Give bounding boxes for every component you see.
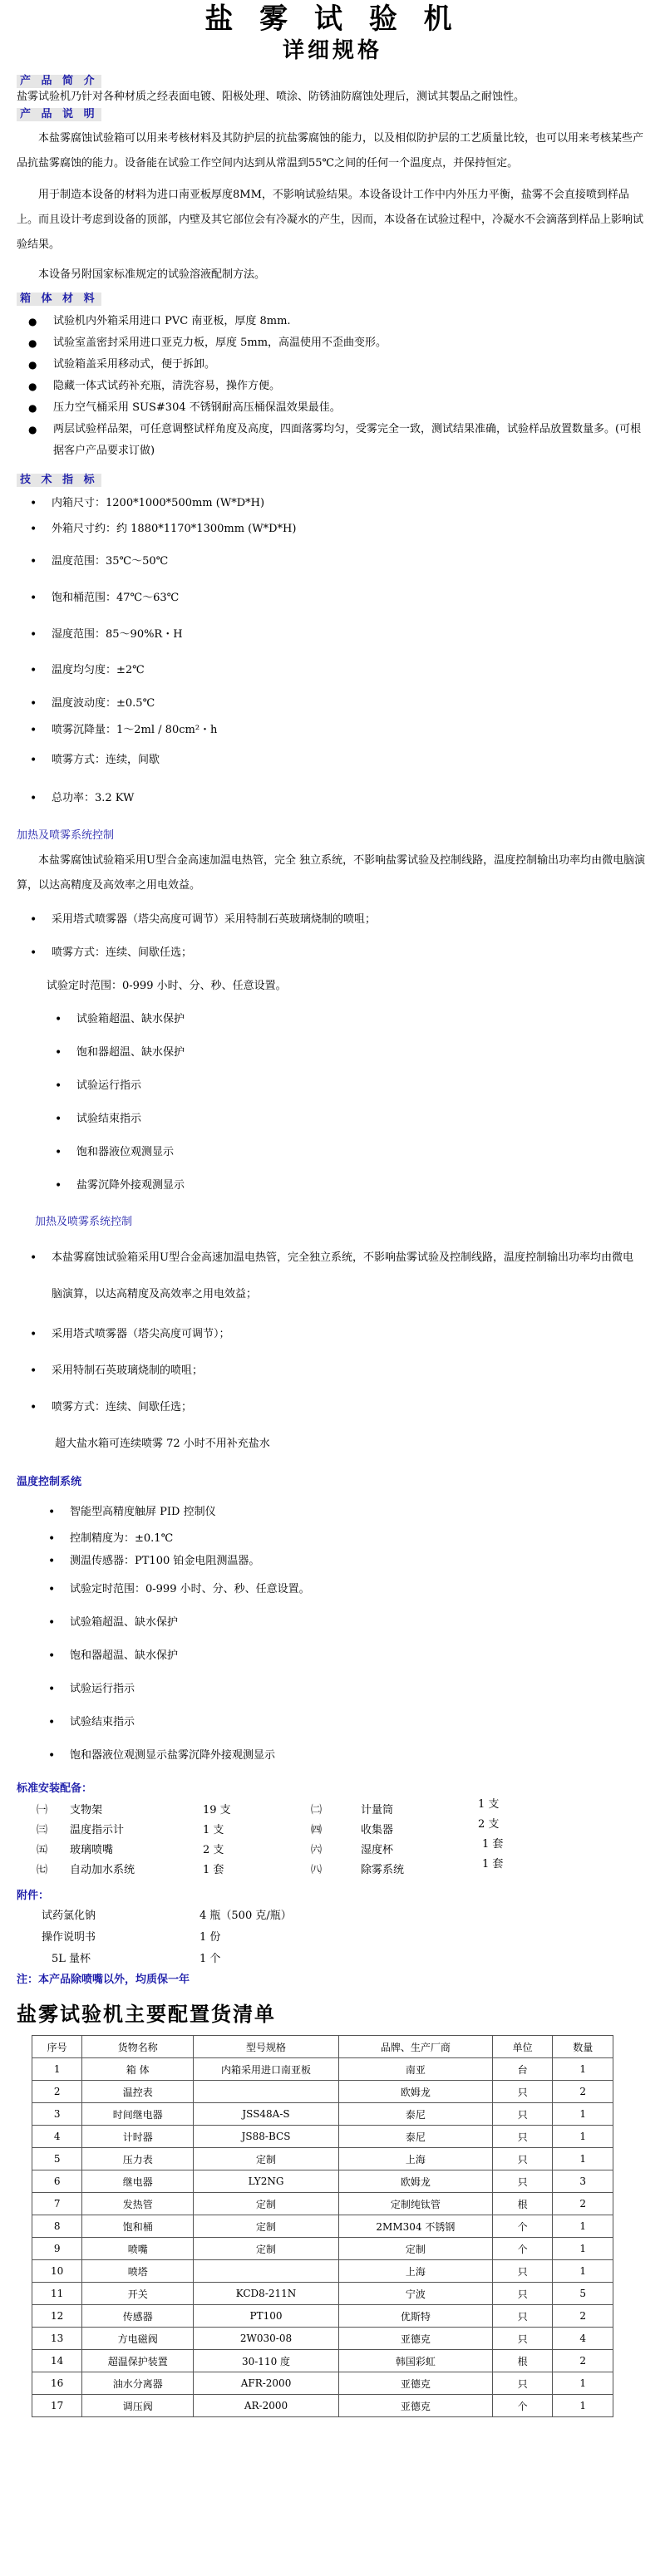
table-cell: 1 (553, 2260, 613, 2283)
table-cell: 只 (492, 2328, 553, 2350)
table-cell: 1 (553, 2058, 613, 2081)
table-cell: 只 (492, 2103, 553, 2126)
table-cell: 1 (553, 2372, 613, 2395)
table-row (32, 2305, 613, 2328)
standard-name: 除雾系统 (361, 1864, 405, 1876)
table-cell: 只 (492, 2148, 553, 2170)
document-subtitle: 详细规格 (282, 38, 382, 63)
table-cell: 超温保护装置 (82, 2350, 194, 2372)
accessory-qty: 1 个 (200, 1953, 221, 1965)
table-row (32, 2395, 613, 2417)
tech-list (17, 492, 648, 818)
table-row (32, 2193, 613, 2215)
heating-1-list-a (17, 903, 648, 970)
table-cell: 定制 (338, 2238, 492, 2260)
table-cell: 1 (553, 2238, 613, 2260)
table-cell: 5 (32, 2148, 82, 2170)
table-cell: 韩国彩虹 (338, 2350, 492, 2372)
list-item: • 试验结束指示 (17, 1706, 648, 1739)
table-cell: 定制 (194, 2193, 339, 2215)
description-label: 产 品 说 明 (17, 108, 101, 121)
heating-1-title: 加热及喷雾系统控制 (17, 829, 115, 842)
table-cell: 计时器 (82, 2126, 194, 2148)
table-cell: 欧姆龙 (338, 2170, 492, 2193)
standard-num: ㈧ (311, 1864, 323, 1876)
list-item: • 外箱尺寸约：约 1880*1170*1300mm (W*D*H) (17, 515, 648, 543)
table-cell: 亚德克 (338, 2372, 492, 2395)
column-header: 货物名称 (82, 2036, 194, 2058)
accessory-qty: 4 瓶（500 克/瓶） (200, 1910, 292, 1922)
accessory-qty: 1 份 (200, 1931, 221, 1944)
table-cell: 11 (32, 2283, 82, 2305)
config-table (32, 2035, 613, 2417)
column-header: 品牌、生产厂商 (338, 2036, 492, 2058)
table-cell: 亚德克 (338, 2328, 492, 2350)
table-cell: 9 (32, 2238, 82, 2260)
table-cell: 8 (32, 2215, 82, 2238)
list-item: • 测温传感器：PT100 铂金电阻测温器。 (17, 1550, 648, 1573)
accessory-name: 试药氯化钠 (42, 1910, 96, 1922)
heating-1-note: 试验定时范围：0-999 小时、分、秒、任意设置。 (47, 980, 287, 992)
table-row (32, 2148, 613, 2170)
list-item: ● 试验箱盖采用移动式，便于拆卸。 (17, 354, 648, 376)
table-cell: 10 (32, 2260, 82, 2283)
list-item: • 温度均匀度：±2℃ (17, 653, 648, 688)
intro-text: 盐雾试验机乃针对各种材质之经表面电镀、阳极处理、喷涂、防锈油防腐蚀处理后，测试其製品之耐蚀性。 (17, 91, 525, 103)
table-cell: JS88-BCS (194, 2126, 339, 2148)
temperature-list (17, 1497, 648, 1772)
table-cell: 南亚 (338, 2058, 492, 2081)
list-item: • 采用塔式喷雾器（塔尖高度可调节）采用特制石英玻璃烧制的喷咀； (17, 903, 648, 937)
table-cell: 1 (553, 2126, 613, 2148)
table-cell: 只 (492, 2170, 553, 2193)
table-cell: LY2NG (194, 2170, 339, 2193)
list-item: • 喷雾沉降量：1～2ml / 80cm²・h (17, 720, 648, 741)
table-row (32, 2215, 613, 2238)
spec-document (17, 0, 648, 2417)
table-cell: 定制 (194, 2148, 339, 2170)
standard-name: 支物架 (70, 1804, 103, 1816)
table-cell: 内箱采用进口南亚板 (194, 2058, 339, 2081)
list-item: • 试验运行指示 (17, 1673, 648, 1706)
list-item: • 温度波动度：±0.5℃ (17, 688, 648, 720)
heating-2-para-list (17, 1240, 648, 1313)
heating-2-note: 超大盐水箱可连续喷雾 72 小时不用补充盐水 (55, 1438, 270, 1450)
list-item: • 本盐雾腐蚀试验箱采用U型合金高速加温电热管，完全独立系统，不影响盐雾试验及控制线路，温度控制输出功率均由微电脑演算，以达高精度及高效率之用电效益； (17, 1240, 648, 1313)
table-cell: 发热管 (82, 2193, 194, 2215)
table-cell: 只 (492, 2283, 553, 2305)
list-item: • 试验结束指示 (17, 1103, 648, 1136)
standard-qty: 1 套 (482, 1838, 504, 1851)
table-cell: 12 (32, 2305, 82, 2328)
heating-1-para: 本盐雾腐蚀试验箱采用U型合金高速加温电热管，完全 独立系统，不影响盐雾试验及控制线路，温度控制输出功率均由微电脑演算，以达高精度及高效率之用电效益。 (17, 854, 646, 892)
table-cell: 30-110 度 (194, 2350, 339, 2372)
table-cell: 泰尼 (338, 2126, 492, 2148)
table-cell: 17 (32, 2395, 82, 2417)
table-cell: 16 (32, 2372, 82, 2395)
accessories-grid (42, 1909, 648, 1967)
standard-num: ㈣ (311, 1824, 323, 1836)
table-cell: 温控表 (82, 2081, 194, 2103)
table-cell: 7 (32, 2193, 82, 2215)
table-cell: 继电器 (82, 2170, 194, 2193)
table-cell: 4 (32, 2126, 82, 2148)
table-row (32, 2260, 613, 2283)
material-list (17, 311, 648, 462)
table-cell: 只 (492, 2305, 553, 2328)
table-cell: 1 (553, 2103, 613, 2126)
table-row (32, 2170, 613, 2193)
list-item: • 饱和器超温、缺水保护 (17, 1639, 648, 1673)
list-item: • 智能型高精度触屏 PID 控制仪 (17, 1497, 648, 1528)
standard-qty: 2 支 (478, 1818, 500, 1831)
standard-num: ㈡ (311, 1804, 323, 1816)
table-row (32, 2350, 613, 2372)
list-item: • 喷雾方式：连续、间歇任选； (17, 1389, 648, 1426)
table-cell: 只 (492, 2081, 553, 2103)
table-cell: 13 (32, 2328, 82, 2350)
standard-qty: 1 支 (203, 1824, 224, 1836)
standard-grid (37, 1803, 648, 1878)
accessories-title: 附件： (17, 1890, 50, 1902)
description-para-1: 本盐雾腐蚀试验箱可以用来考核材料及其防护层的抗盐雾腐蚀的能力，以及相似防护层的工艺质量比较，也可以用来考核某些产品抗盐雾腐蚀的能力。设备能在试验工作空间内达到从常温到55℃之间的任何一个温度点，并保持恒定。 (17, 132, 644, 170)
table-cell: 个 (492, 2238, 553, 2260)
list-item: ● 试验室盖密封采用进口亚克力板，厚度 5mm，高温使用不歪曲变形。 (17, 332, 648, 354)
table-cell: 定制纯钛管 (338, 2193, 492, 2215)
table-cell: 喷嘴 (82, 2238, 194, 2260)
table-cell: 14 (32, 2350, 82, 2372)
list-item: • 饱和器超温、缺水保护 (17, 1036, 648, 1069)
standard-qty: 19 支 (203, 1804, 231, 1816)
table-cell: 定制 (194, 2238, 339, 2260)
section-heating-2 (17, 1212, 648, 1463)
table-cell: 只 (492, 2126, 553, 2148)
list-item: • 试验箱超温、缺水保护 (17, 1606, 648, 1639)
table-row (32, 2328, 613, 2350)
table-cell: 3 (32, 2103, 82, 2126)
section-standard (17, 1779, 648, 1878)
table-cell: 6 (32, 2170, 82, 2193)
table-row (32, 2058, 613, 2081)
heating-1-list-b (17, 1003, 648, 1202)
standard-name: 自动加水系统 (70, 1864, 135, 1876)
section-intro (17, 75, 648, 106)
table-cell: 上海 (338, 2260, 492, 2283)
table-cell: 2 (553, 2305, 613, 2328)
table-cell: 4 (553, 2328, 613, 2350)
table-cell: 开关 (82, 2283, 194, 2305)
standard-num: ㈢ (37, 1824, 48, 1836)
standard-name: 玻璃喷嘴 (70, 1844, 114, 1856)
table-cell: AR-2000 (194, 2395, 339, 2417)
standard-qty: 1 套 (203, 1864, 224, 1876)
accessory-name: 操作说明书 (42, 1931, 96, 1944)
table-row (32, 2103, 613, 2126)
list-item: • 饱和器液位观测显示 (17, 1136, 648, 1169)
table-cell: 压力表 (82, 2148, 194, 2170)
table-row (32, 2081, 613, 2103)
document-title: 盐 雾 试 验 机 (204, 2, 461, 36)
table-cell: 油水分离器 (82, 2372, 194, 2395)
standard-title: 标准安装配备： (17, 1782, 93, 1795)
table-cell (194, 2081, 339, 2103)
list-item: • 试验定时范围：0-999 小时、分、秒、任意设置。 (17, 1573, 648, 1606)
table-cell: 1 (553, 2215, 613, 2238)
table-cell: AFR-2000 (194, 2372, 339, 2395)
accessory-name: 5L 量杯 (52, 1953, 91, 1965)
table-header-row (32, 2036, 613, 2058)
list-item: • 总功率：3.2 KW (17, 779, 648, 818)
table-cell: 2 (553, 2350, 613, 2372)
table-cell: 1 (553, 2395, 613, 2417)
table-cell: 3 (553, 2170, 613, 2193)
standard-name: 温度指示计 (70, 1824, 125, 1836)
temperature-title: 温度控制系统 (17, 1476, 82, 1488)
table-cell: 1 (32, 2058, 82, 2081)
column-header: 序号 (32, 2036, 82, 2058)
table-cell: 欧姆龙 (338, 2081, 492, 2103)
table-cell: KCD8-211N (194, 2283, 339, 2305)
list-item: ● 试验机内外箱采用进口 PVC 南亚板，厚度 8mm. (17, 311, 648, 332)
table-cell: 只 (492, 2372, 553, 2395)
table-cell: 根 (492, 2193, 553, 2215)
list-item: • 内箱尺寸：1200*1000*500mm (W*D*H) (17, 492, 648, 515)
table-row (32, 2238, 613, 2260)
list-item: • 采用塔式喷雾器（塔尖高度可调节）； (17, 1316, 648, 1353)
intro-label: 产 品 简 介 (17, 75, 101, 88)
table-cell: 饱和桶 (82, 2215, 194, 2238)
config-title: 盐雾试验机主要配置货清单 (17, 2002, 276, 2026)
tech-label: 技 术 指 标 (17, 474, 101, 487)
table-cell: 调压阀 (82, 2395, 194, 2417)
table-row (32, 2372, 613, 2395)
table-cell: 2 (553, 2081, 613, 2103)
section-tech (17, 474, 648, 818)
column-header: 型号规格 (194, 2036, 339, 2058)
table-cell: 个 (492, 2215, 553, 2238)
table-cell: 泰尼 (338, 2103, 492, 2126)
description-para-3: 本设备另附国家标准规定的试验溶液配制方法。 (38, 268, 266, 281)
table-cell: 方电磁阀 (82, 2328, 194, 2350)
list-item: • 湿度范围：85～90%R・H (17, 617, 648, 653)
warranty-note: 注：本产品除喷嘴以外，均质保一年 (17, 1974, 190, 1986)
column-header: 单位 (492, 2036, 553, 2058)
list-item: ● 两层试验样品架，可任意调整试样角度及高度，四面落雾均匀，受雾完全一致，测试结果准确，试验样品放置数量多。(可根据客户产品要求订做) (17, 419, 648, 462)
standard-name: 收集器 (361, 1824, 394, 1836)
standard-num: ㈠ (37, 1804, 48, 1816)
list-item: • 饱和桶范围：47℃～63℃ (17, 580, 648, 617)
standard-name: 湿度杯 (361, 1844, 394, 1856)
table-row (32, 2126, 613, 2148)
standard-num: ㈥ (311, 1844, 323, 1856)
standard-qty: 1 支 (478, 1798, 500, 1811)
table-cell: 喷塔 (82, 2260, 194, 2283)
table-cell: 传感器 (82, 2305, 194, 2328)
table-cell: 上海 (338, 2148, 492, 2170)
table-cell: 只 (492, 2260, 553, 2283)
table-cell: 优斯特 (338, 2305, 492, 2328)
list-item: • 采用特制石英玻璃烧制的喷咀； (17, 1353, 648, 1389)
table-cell: 5 (553, 2283, 613, 2305)
section-description (17, 108, 648, 288)
list-item: ● 隐藏一体式试药补充瓶，清洗容易，操作方便。 (17, 376, 648, 397)
standard-name: 计量筒 (361, 1804, 394, 1816)
section-material (17, 293, 648, 462)
table-cell: JSS48A-S (194, 2103, 339, 2126)
description-para-2: 用于制造本设备的材料为进口南亚板厚度8MM，不影响试验结果。本设备设计工作中内外压力平衡，盐雾不会直接喷到样品上。而且设计考虑到设备的顶部，内壁及其它部位会有冷凝水的产生，因而，本设备在试验过程中，冷凝水不会滴落到样品上影响试验结果。 (17, 189, 644, 251)
table-cell: 1 (553, 2148, 613, 2170)
table-cell: 2W030-08 (194, 2328, 339, 2350)
table-cell: 宁波 (338, 2283, 492, 2305)
table-cell: PT100 (194, 2305, 339, 2328)
table-cell: 时间继电器 (82, 2103, 194, 2126)
heating-2-list (17, 1316, 648, 1426)
list-item: • 喷雾方式：连续，间歇 (17, 741, 648, 779)
table-cell: 个 (492, 2395, 553, 2417)
standard-qty: 1 套 (482, 1858, 504, 1871)
section-heating-1 (17, 826, 648, 1202)
table-cell: 亚德克 (338, 2395, 492, 2417)
standard-qty: 2 支 (203, 1844, 224, 1856)
table-cell: 2MM304 不锈钢 (338, 2215, 492, 2238)
section-temperature (17, 1472, 648, 1772)
list-item: • 试验箱超温、缺水保护 (17, 1003, 648, 1036)
config-table-body (32, 2058, 613, 2417)
list-item: • 控制精度为：±0.1℃ (17, 1528, 648, 1550)
standard-num: ㈦ (37, 1864, 48, 1876)
table-cell: 2 (32, 2081, 82, 2103)
table-cell: 2 (553, 2193, 613, 2215)
table-cell (194, 2260, 339, 2283)
list-item: • 试验运行指示 (17, 1069, 648, 1103)
table-row (32, 2283, 613, 2305)
material-label: 箱 体 材 料 (17, 293, 101, 306)
table-cell: 根 (492, 2350, 553, 2372)
heating-2-title: 加热及喷雾系统控制 (35, 1216, 133, 1228)
list-item: • 盐雾沉降外接观测显示 (17, 1169, 648, 1202)
standard-num: ㈤ (37, 1844, 48, 1856)
list-item: • 饱和器液位观测显示盐雾沉降外接观测显示 (17, 1739, 648, 1772)
table-cell: 台 (492, 2058, 553, 2081)
table-cell: 箱 体 (82, 2058, 194, 2081)
section-accessories (17, 1886, 648, 1986)
column-header: 数量 (553, 2036, 613, 2058)
list-item: • 喷雾方式：连续、间歇任选； (17, 937, 648, 970)
table-cell: 定制 (194, 2215, 339, 2238)
list-item: • 温度范围：35℃～50℃ (17, 543, 648, 580)
list-item: ● 压力空气桶采用 SUS#304 不锈钢耐高压桶保温效果最佳。 (17, 397, 648, 419)
